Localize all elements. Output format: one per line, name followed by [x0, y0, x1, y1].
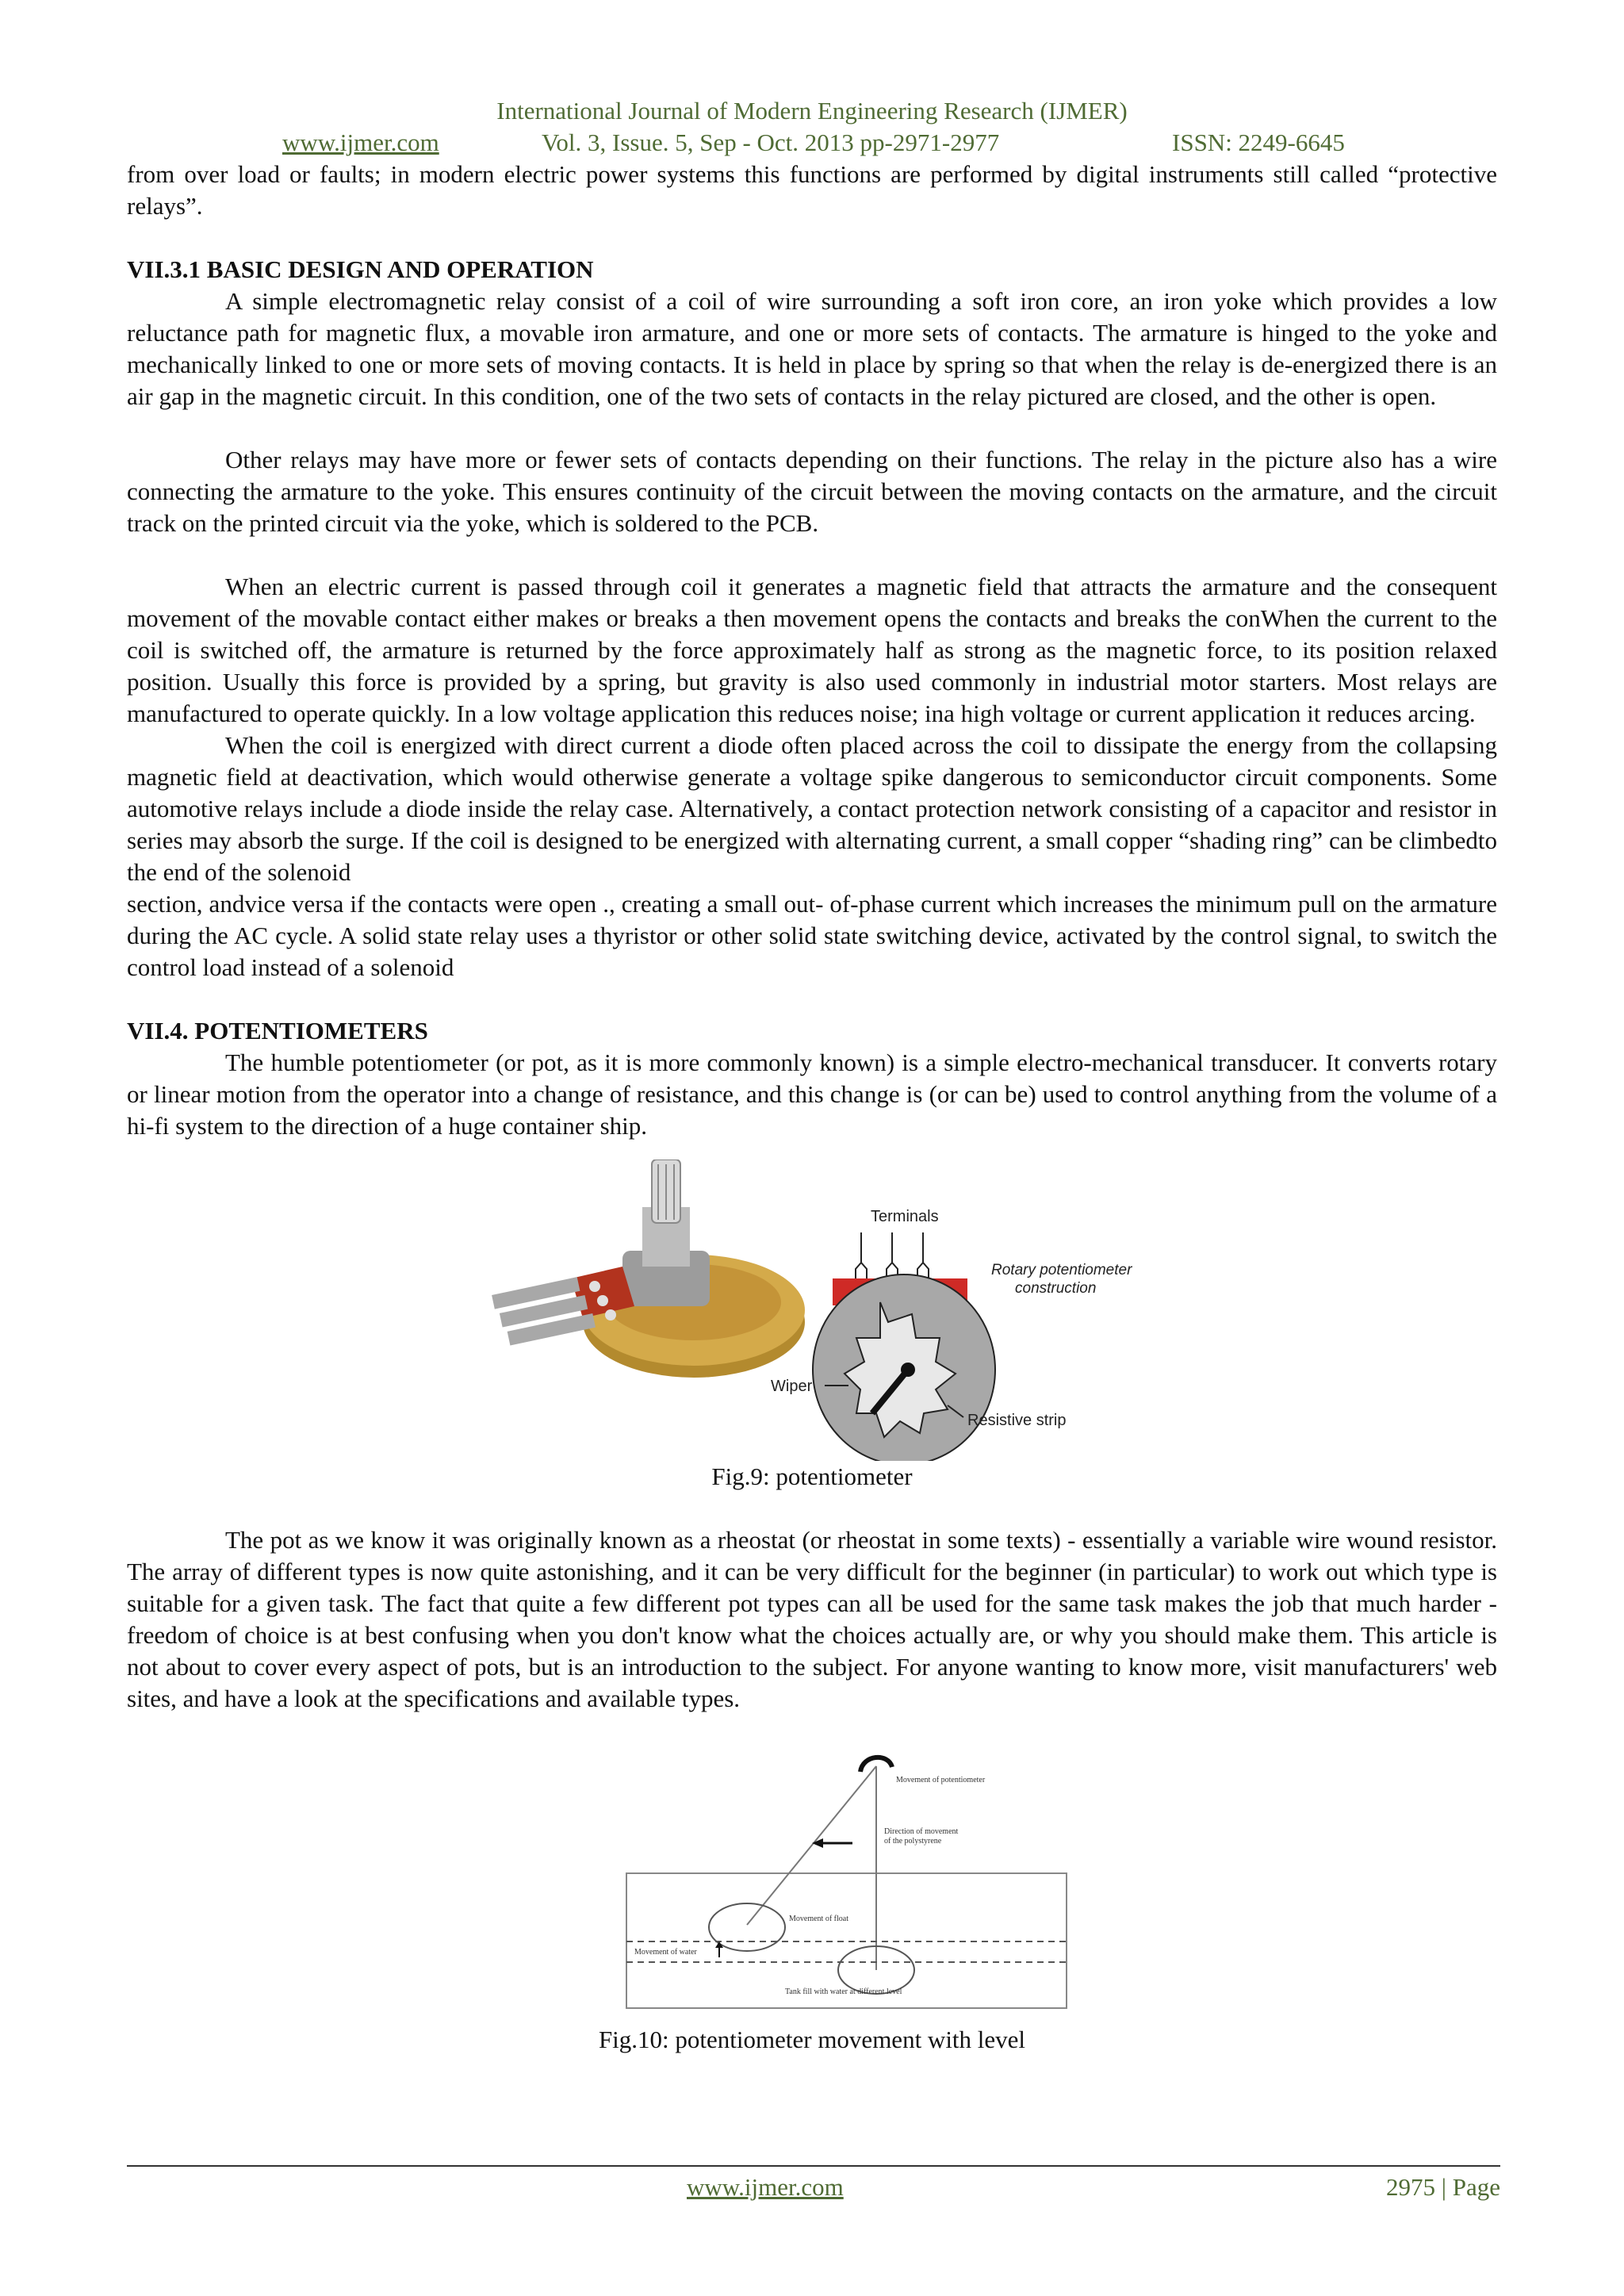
figure-9-caption: Fig.9: potentiometer: [711, 1462, 913, 1490]
article-body: [127, 159, 1497, 2056]
relay-paragraph-1: A simple electromagnetic relay consist of a coil of wire surrounding a soft iron core, an iron yoke which provides a low reluctance path for magnetic flux, a movable iron armature, and one or more sets of contacts. The armature is hinged to the yoke and mechanically linked to one or more sets of moving contacts. It is held in place by spring so that when the relay is de-energized there is an air gap in the magnetic circuit. In this condition, one of the two sets of contacts in the relay pictured are closed, and the other is open.: [127, 287, 1497, 410]
relay-paragraph-3: When an electric current is passed through coil it generates a magnetic field that attracts the armature and the consequent movement of the movable contact either makes or breaks a then movement opens the contacts and breaks the conWhen the current to the coil is switched off, the armature is returned by the force approximately half as strong as the magnetic force, to its position relaxed position. Usually this force is provided by a spring, but gravity is also used commonly in industrial motor starters. Most relays are manufactured to operate quickly. In a low voltage application this reduces noise; ina high voltage or current application it reduces arcing.: [127, 573, 1497, 727]
label-resistive-strip: Resistive strip: [967, 1412, 1067, 1429]
label-wiper: Wiper: [771, 1378, 813, 1395]
journal-title: International Journal of Modern Engineering Research (IJMER): [496, 97, 1128, 125]
label-terminals: Terminals: [871, 1208, 939, 1225]
section-heading-relay: VII.3.1 BASIC DESIGN AND OPERATION: [127, 255, 594, 283]
header-volume: Vol. 3, Issue. 5, Sep - Oct. 2013 pp-2971-2977: [542, 128, 1000, 156]
label-direction-1: Direction of movement: [884, 1827, 959, 1836]
label-movement-float: Movement of float: [789, 1915, 848, 1923]
label-construction-1: Rotary potentiometer: [991, 1262, 1132, 1278]
label-movement-water: Movement of water: [634, 1948, 697, 1957]
footer-site-link[interactable]: www.ijmer.com: [687, 2173, 844, 2201]
footer-page-number: 2975 | Page: [1386, 2173, 1500, 2201]
label-construction-2: construction: [1015, 1280, 1097, 1297]
header-site-link[interactable]: www.ijmer.com: [282, 128, 439, 156]
figure-10: [127, 1738, 1497, 2024]
page: [127, 0, 1497, 2056]
potentiometer-photo: [492, 1159, 805, 1378]
relay-paragraph-4: When the coil is energized with direct current a diode often placed across the coil to dissipate the energy from the collapsing magnetic field at deactivation, which would otherwise generate a voltage spike dangerous to semiconductor circuit components. Some automotive relays include a diode inside the relay case. Alternatively, a contact protection network consisting of a capacitor and resistor in series may absorb the surge. If the coil is designed to be energized with alternating current, a small copper “shading ring” can be climbedto the end of the solenoid: [127, 731, 1497, 886]
page-footer: [127, 2165, 1500, 2202]
relay-paragraph-5: section, andvice versa if the contacts were open ., creating a small out- of-phase current which increases the minimum pull on the armature during the AC cycle. A solid state relay uses a thyristor or other solid state switching device, activated by the control signal, to switch the control load instead of a solenoid: [127, 890, 1497, 981]
footer-row: [127, 2167, 1500, 2202]
header-issn: ISSN: 2249-6645: [1172, 128, 1345, 156]
label-tank: Tank fill with water at different level: [785, 1987, 902, 1996]
construction-diagram: [771, 1208, 1132, 1461]
label-movement-pot: Movement of potentiometer: [896, 1776, 986, 1784]
pot-paragraph-1: The humble potentiometer (or pot, as it is more commonly known) is a simple electro-mechanical transducer. It converts rotary or linear motion from the operator into a change of resistance, and this change is (or can be) used to control anything from the volume of a hi-fi system to the direction of a huge container ship.: [127, 1048, 1497, 1140]
pot-paragraph-2: The pot as we know it was originally known as a rheostat (or rheostat in some texts) - essentially a variable wire wound resistor. The array of different types is now quite astonishing, and it can be very difficult for the beginner (in particular) to work out which type is suitable for a given task. The fact that quite a few different pot types can all be used for the same task makes the job that much harder - freedom of choice is at best confusing when you don't know what the choices actually are, or why you should make them. This article is not about to cover every aspect of pots, but is an introduction to the subject. For anyone wanting to know more, visit manufacturers' web sites, and have a look at the specifications and available types.: [127, 1526, 1497, 1712]
section-heading-potentiometers: VII.4. POTENTIOMETERS: [127, 1017, 428, 1045]
potentiometer-figure: [127, 1159, 1497, 1461]
intro-continuation: from over load or faults; in modern electric power systems this functions are performed by digital instruments still called “protective relays”.: [127, 160, 1497, 220]
figure-9: [127, 1159, 1497, 1461]
label-direction-2: of the polystyrene: [884, 1837, 942, 1846]
header-meta: [127, 127, 1497, 159]
figure-10-caption: Fig.10: potentiometer movement with level: [598, 2026, 1026, 2053]
relay-paragraph-2: Other relays may have more or fewer sets of contacts depending on their functions. The relay in the picture also has a wire connecting the armature to the yoke. This ensures continuity of the circuit between the moving contacts on the armature, and the circuit track on the printed circuit via the yoke, which is soldered to the PCB.: [127, 446, 1497, 537]
level-diagram: [127, 1738, 1497, 2024]
